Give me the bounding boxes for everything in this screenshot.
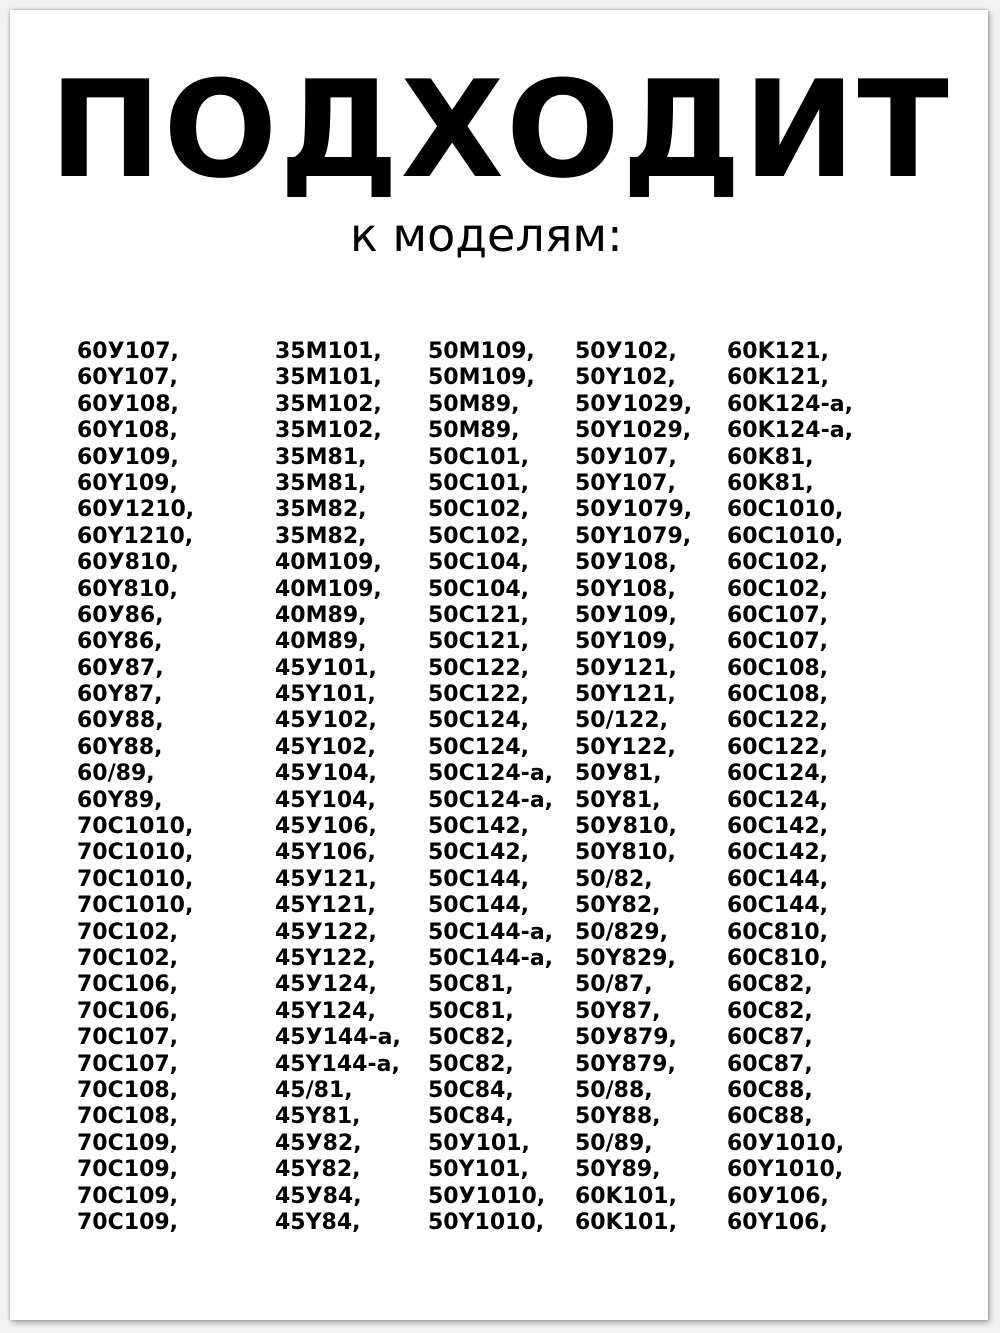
model-item: 50У121, [575, 655, 677, 681]
model-item: 60C142, [727, 814, 829, 840]
model-item: 50Y810, [575, 840, 676, 866]
model-item: 60C107, [727, 629, 829, 655]
model-item: 70C107, [77, 1025, 179, 1051]
model-item: 50C82, [428, 1051, 514, 1077]
model-item: 45Y82, [275, 1157, 361, 1183]
model-item: 50C81, [428, 998, 514, 1024]
model-item: 45Y122, [275, 945, 376, 971]
model-item: 60C122, [727, 734, 829, 760]
model-item: 70C1010, [77, 814, 194, 840]
model-item: 70C108, [77, 1077, 179, 1103]
model-item: 35M102, [275, 391, 382, 417]
model-item: 45Y81, [275, 1104, 361, 1130]
model-item: 70C102, [77, 919, 179, 945]
model-item: 70C1010, [77, 840, 194, 866]
model-item: 35M81, [275, 470, 367, 496]
model-item: 60Y108, [77, 418, 178, 444]
model-item: 60C122, [727, 708, 829, 734]
model-item: 50C104, [428, 550, 530, 576]
model-item: 50C122, [428, 655, 530, 681]
model-item: 50C81, [428, 972, 514, 998]
model-item: 70C109, [77, 1209, 179, 1235]
model-item: 70C109, [77, 1130, 179, 1156]
model-item: 60K81, [727, 444, 814, 470]
model-item: 50C144, [428, 893, 530, 919]
model-item: 60Y106, [727, 1209, 828, 1235]
model-item: 60K124-a, [727, 391, 853, 417]
model-item: 45У82, [275, 1130, 362, 1156]
model-item: 60Y1210, [77, 523, 194, 549]
model-item: 50/89, [575, 1130, 653, 1156]
model-item: 60У810, [77, 550, 179, 576]
model-item: 50У109, [575, 602, 677, 628]
model-item: 60C124, [727, 761, 829, 787]
model-item: 60Y810, [77, 576, 178, 602]
model-item: 50У1029, [575, 391, 693, 417]
model-item: 70C106, [77, 972, 179, 998]
model-item: 50C144, [428, 866, 530, 892]
model-item: 50Y107, [575, 470, 676, 496]
model-item: 50C142, [428, 840, 530, 866]
model-item: 50C124, [428, 708, 530, 734]
model-item: 60У1210, [77, 497, 195, 523]
model-item: 45У122, [275, 919, 377, 945]
model-item: 60C82, [727, 972, 813, 998]
model-item: 60C144, [727, 893, 829, 919]
model-item: 50M89, [428, 391, 520, 417]
model-item: 50Y121, [575, 682, 676, 708]
model-item: 50Y89, [575, 1157, 661, 1183]
model-column-4 [575, 339, 692, 1236]
model-item: 50У107, [575, 444, 677, 470]
model-item: 45Y121, [275, 893, 376, 919]
model-item: 60У108, [77, 391, 179, 417]
model-item: 60У107, [77, 339, 179, 364]
model-item: 60У1010, [727, 1130, 845, 1156]
model-item: 50Y81, [575, 787, 661, 813]
model-item: 35M101, [275, 365, 382, 391]
model-column-3 [428, 339, 553, 1236]
model-item: 45У101, [275, 655, 377, 681]
model-item: 60/89, [77, 761, 155, 787]
model-item: 60C810, [727, 945, 829, 971]
model-item: 60У86, [77, 602, 164, 628]
model-item: 70C107, [77, 1051, 179, 1077]
model-item: 45Y104, [275, 787, 376, 813]
model-item: 50/122, [575, 708, 668, 734]
model-item: 70C106, [77, 998, 179, 1024]
model-item: 70C108, [77, 1104, 179, 1130]
model-item: 45У102, [275, 708, 377, 734]
model-item: 60Y88, [77, 734, 163, 760]
model-item: 50C124-a, [428, 787, 554, 813]
model-item: 70C109, [77, 1157, 179, 1183]
model-item: 35M82, [275, 497, 367, 523]
model-item: 60Y86, [77, 629, 163, 655]
model-item: 60C142, [727, 840, 829, 866]
model-item: 60Y1010, [727, 1157, 844, 1183]
model-item: 40M89, [275, 602, 367, 628]
model-item: 70C109, [77, 1183, 179, 1209]
model-item: 50C101, [428, 444, 530, 470]
model-item: 60C102, [727, 550, 829, 576]
model-item: 50Y109, [575, 629, 676, 655]
model-item: 60K121, [727, 339, 829, 364]
model-item: 70C102, [77, 945, 179, 971]
model-item: 60C87, [727, 1025, 813, 1051]
model-item: 40M89, [275, 629, 367, 655]
model-item: 45У124, [275, 972, 377, 998]
model-item: 60Y87, [77, 682, 163, 708]
model-item: 60У87, [77, 655, 164, 681]
model-item: 50У108, [575, 550, 677, 576]
model-item: 60Y89, [77, 787, 163, 813]
model-item: 35M82, [275, 523, 367, 549]
page-subtitle: к моделям: [350, 208, 623, 262]
model-item: 50C124, [428, 734, 530, 760]
model-item: 40M109, [275, 576, 382, 602]
model-item: 45У144-a, [275, 1025, 401, 1051]
model-item: 60C1010, [727, 497, 844, 523]
model-item: 50C101, [428, 470, 530, 496]
model-item: 45У121, [275, 866, 377, 892]
model-item: 60C88, [727, 1077, 813, 1103]
model-item: 50Y102, [575, 365, 676, 391]
model-item: 60У106, [727, 1183, 829, 1209]
model-item: 60C82, [727, 998, 813, 1024]
model-column-2 [275, 339, 401, 1236]
model-item: 50У1010, [428, 1183, 546, 1209]
model-item: 45Y84, [275, 1209, 361, 1235]
model-item: 50Y879, [575, 1051, 676, 1077]
model-item: 50У879, [575, 1025, 677, 1051]
model-item: 50C82, [428, 1025, 514, 1051]
model-item: 40M109, [275, 550, 382, 576]
model-item: 50C122, [428, 682, 530, 708]
model-item: 60C88, [727, 1104, 813, 1130]
model-item: 50Y82, [575, 893, 661, 919]
model-item: 50M109, [428, 365, 535, 391]
model-item: 60C107, [727, 602, 829, 628]
model-item: 60C108, [727, 682, 829, 708]
model-item: 50/82, [575, 866, 653, 892]
model-item: 50У102, [575, 339, 677, 364]
model-item: 60У88, [77, 708, 164, 734]
model-item: 60Y109, [77, 470, 178, 496]
model-item: 70C1010, [77, 893, 194, 919]
model-item: 50C144-a, [428, 945, 554, 971]
model-item: 35M81, [275, 444, 367, 470]
model-item: 60K121, [727, 365, 829, 391]
model-item: 50Y1010, [428, 1209, 545, 1235]
model-item: 50C144-a, [428, 919, 554, 945]
model-item: 45У106, [275, 814, 377, 840]
model-item: 50Y1079, [575, 523, 692, 549]
model-item: 60C102, [727, 576, 829, 602]
model-item: 70C1010, [77, 866, 194, 892]
model-item: 50C121, [428, 629, 530, 655]
model-item: 60C87, [727, 1051, 813, 1077]
model-item: 50C121, [428, 602, 530, 628]
model-item: 50У101, [428, 1130, 530, 1156]
model-item: 45Y106, [275, 840, 376, 866]
model-item: 50У810, [575, 814, 677, 840]
page-title: ПОДХОДИТ [49, 52, 951, 208]
model-item: 60C1010, [727, 523, 844, 549]
model-item: 35M102, [275, 418, 382, 444]
model-item: 60C108, [727, 655, 829, 681]
model-item: 50Y829, [575, 945, 676, 971]
model-item: 50Y87, [575, 998, 661, 1024]
model-item: 50C104, [428, 576, 530, 602]
model-item: 50C142, [428, 814, 530, 840]
model-item: 35M101, [275, 339, 382, 364]
model-item: 50Y1029, [575, 418, 692, 444]
model-item: 60K81, [727, 470, 814, 496]
model-item: 60C124, [727, 787, 829, 813]
model-item: 60K101, [575, 1183, 677, 1209]
model-item: 60C144, [727, 866, 829, 892]
model-item: 50C84, [428, 1104, 514, 1130]
model-item: 50C124-a, [428, 761, 554, 787]
model-item: 45Y124, [275, 998, 376, 1024]
model-item: 60C810, [727, 919, 829, 945]
model-column-5 [727, 339, 853, 1236]
model-item: 60K101, [575, 1209, 677, 1235]
model-item: 60K124-a, [727, 418, 853, 444]
model-item: 50Y122, [575, 734, 676, 760]
model-item: 45Y102, [275, 734, 376, 760]
model-item: 45Y101, [275, 682, 376, 708]
model-item: 50Y108, [575, 576, 676, 602]
model-item: 45Y144-a, [275, 1051, 400, 1077]
model-item: 45У104, [275, 761, 377, 787]
model-item: 50У1079, [575, 497, 693, 523]
model-item: 60Y107, [77, 365, 178, 391]
model-item: 50M89, [428, 418, 520, 444]
model-item: 50/829, [575, 919, 668, 945]
model-item: 50/88, [575, 1077, 653, 1103]
model-item: 50У81, [575, 761, 662, 787]
model-item: 50C102, [428, 497, 530, 523]
model-item: 45/81, [275, 1077, 353, 1103]
model-item: 50C84, [428, 1077, 514, 1103]
model-item: 60У109, [77, 444, 179, 470]
model-item: 50Y101, [428, 1157, 529, 1183]
model-item: 50/87, [575, 972, 653, 998]
model-item: 50C102, [428, 523, 530, 549]
model-column-1 [77, 339, 194, 1236]
model-item: 50M109, [428, 339, 535, 364]
model-item: 45У84, [275, 1183, 362, 1209]
model-item: 50Y88, [575, 1104, 661, 1130]
